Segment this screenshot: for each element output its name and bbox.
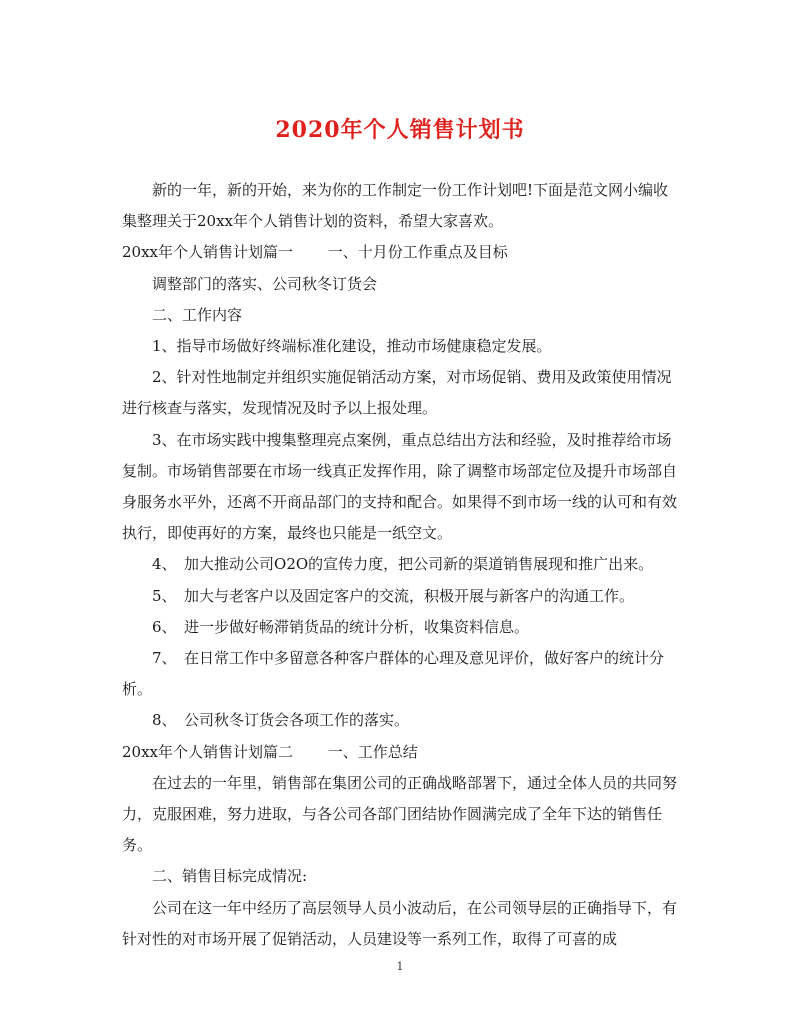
paragraph: 4、 加大推动公司O2O的宣传力度，把公司新的渠道销售展现和推广出来。 <box>152 555 654 574</box>
paragraph: 6、 进一步做好畅滞销货品的统计分析，收集资料信息。 <box>152 617 530 636</box>
paragraph: 3、在市场实践中搜集整理亮点案例，重点总结出方法和经验，及时推荐给市场复制。市场销售部要在市场一线真正发挥作用，除了调整市场部定位及提升市场部自身服务水平外，还离不开商品部门的支持和配合。如果得不到市场一线的认可和有效执行，即使再好的方案，最终也只能是一纸空文。 <box>122 430 678 543</box>
paragraph: 二、工作内容 <box>152 305 243 324</box>
paragraph: 8、 公司秋冬订货会各项工作的落实。 <box>152 711 410 730</box>
paragraph: 7、 在日常工作中多留意各种客户群体的心理及意见评价，做好客户的统计分析。 <box>122 649 665 699</box>
paragraph: 20xx年个人销售计划篇一 一、十月份工作重点及目标 <box>122 243 508 262</box>
paragraph: 公司在这一年中经历了高层领导人员小波动后，在公司领导层的正确指导下，有针对性的对市场开展了促销活动，人员建设等一系列工作，取得了可喜的成 <box>122 898 678 948</box>
paragraph: 二、销售目标完成情况: <box>152 867 308 886</box>
paragraph: 20xx年个人销售计划篇二 一、工作总结 <box>122 742 418 761</box>
paragraph: 新的一年，新的开始，来为你的工作制定一份工作计划吧!下面是范文网小编收集整理关于20xx年个人销售计划的资料，希望大家喜欢。 <box>122 181 669 231</box>
paragraph: 调整部门的落实、公司秋冬订货会 <box>152 274 378 293</box>
document-title: 2020年个人销售计划书 <box>275 117 525 143</box>
page-number: 1 <box>396 960 404 973</box>
paragraph: 5、 加大与老客户以及固定客户的交流，积极开展与新客户的沟通工作。 <box>152 586 635 605</box>
document-body <box>122 175 678 955</box>
paragraph: 1、指导市场做好终端标准化建设，推动市场健康稳定发展。 <box>152 337 552 356</box>
paragraph: 2、针对性地制定并组织实施促销活动方案，对市场促销、费用及政策使用情况进行核查与落实，发现情况及时予以上报处理。 <box>122 368 672 418</box>
paragraph: 在过去的一年里，销售部在集团公司的正确战略部署下，通过全体人员的共同努力，克服困难，努力进取，与各公司各部门团结协作圆满完成了全年下达的销售任务。 <box>122 773 678 855</box>
